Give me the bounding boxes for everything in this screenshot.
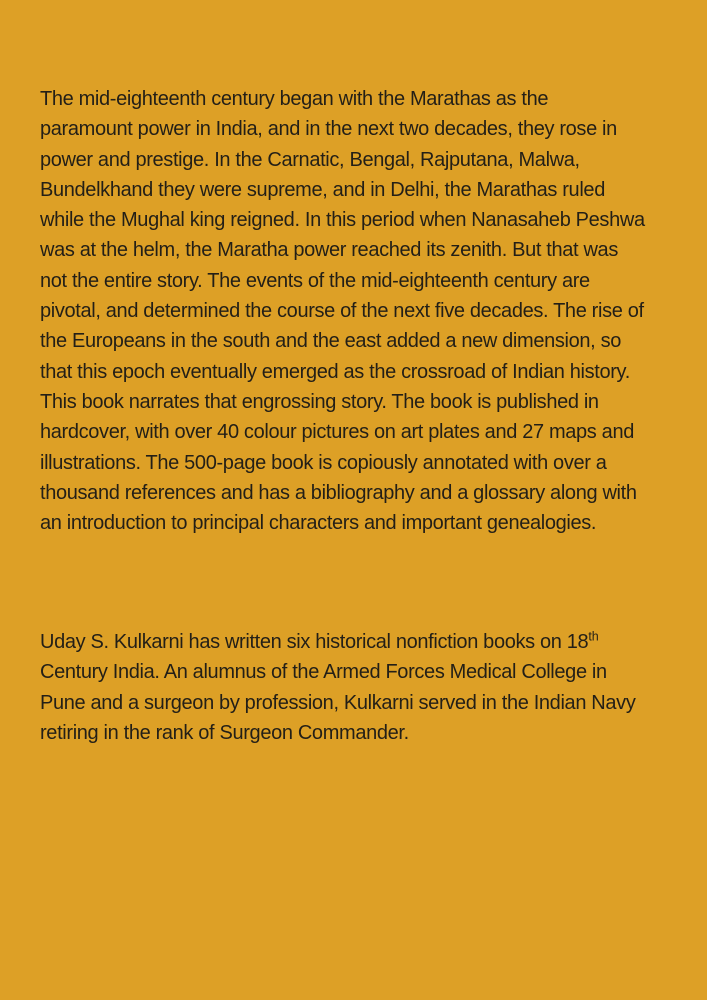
synopsis-line: Bundelkhand they were supreme, and in Delhi, the Marathas ruled bbox=[40, 178, 605, 201]
synopsis-line: not the entire story. The events of the mid-eighteenth century are bbox=[40, 269, 590, 292]
bio-line: retiring in the rank of Surgeon Commander. bbox=[40, 721, 409, 744]
synopsis-line: illustrations. The 500-page book is copiously annotated with over a bbox=[40, 451, 607, 474]
synopsis-line: pivotal, and determined the course of the next five decades. The rise of bbox=[40, 300, 644, 323]
ordinal-superscript: th bbox=[588, 629, 599, 644]
bio-line bbox=[40, 627, 677, 657]
bio-line: Pune and a surgeon by profession, Kulkarni served in the Indian Navy bbox=[40, 691, 636, 714]
synopsis-line: was at the helm, the Maratha power reached its zenith. But that was bbox=[40, 239, 618, 262]
synopsis-line: The mid-eighteenth century began with the Marathas as the bbox=[40, 88, 549, 110]
synopsis-line: the Europeans in the south and the east added a new dimension, so bbox=[40, 330, 622, 353]
synopsis-line: paramount power in India, and in the next two decades, they rose in bbox=[40, 118, 617, 141]
book-synopsis-paragraph bbox=[40, 84, 677, 538]
synopsis-line: an introduction to principal characters and important genealogies. bbox=[40, 512, 597, 535]
bio-line: Century India. An alumnus of the Armed Forces Medical College in bbox=[40, 661, 607, 684]
synopsis-line: This book narrates that engrossing story. The book is published in bbox=[40, 390, 599, 413]
synopsis-line: power and prestige. In the Carnatic, Bengal, Rajputana, Malwa, bbox=[40, 148, 580, 171]
synopsis-line: while the Mughal king reigned. In this period when Nanasaheb Peshwa bbox=[40, 209, 645, 232]
synopsis-line: that this epoch eventually emerged as the crossroad of Indian history. bbox=[40, 360, 630, 383]
synopsis-line: hardcover, with over 40 colour pictures on art plates and 27 maps and bbox=[40, 421, 634, 444]
synopsis-line: thousand references and has a bibliography and a glossary along with bbox=[40, 481, 637, 504]
bio-line-text: Uday S. Kulkarni has written six historical nonfiction books on 18 bbox=[40, 631, 589, 653]
author-bio-paragraph bbox=[40, 627, 677, 748]
